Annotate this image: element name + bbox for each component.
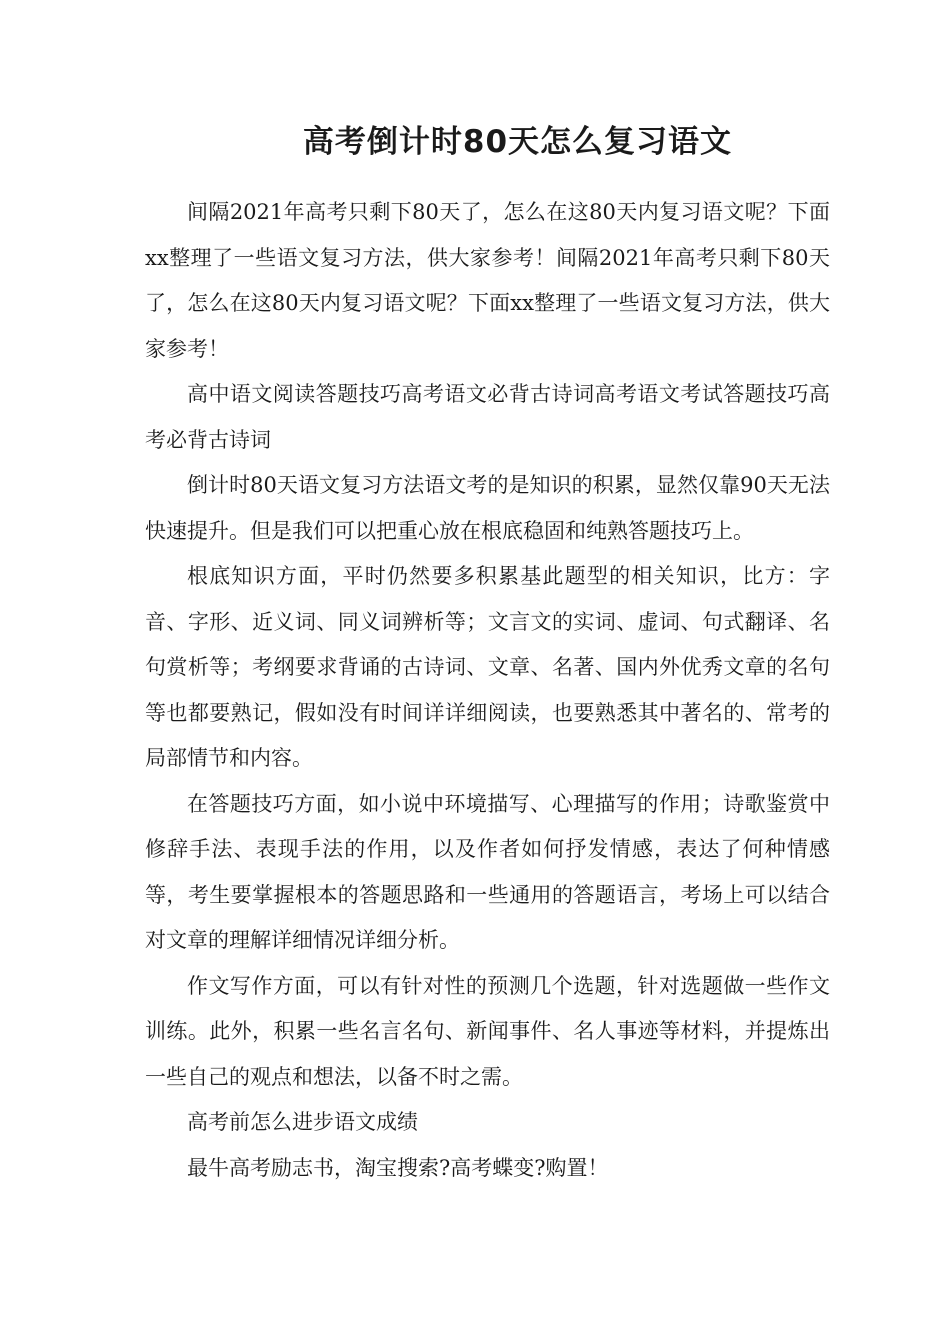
paragraph-intro: 间隔2021年高考只剩下80天了，怎么在这80天内复习语文呢？下面xx整理了一些语文复习方法，供大家参考！间隔2021年高考只剩下80天了，怎么在这80天内复习语文呢？下面xx整理了一些语文复习方法，供大家参考！: [145, 200, 830, 361]
document-title: 高考倒计时80天怎么复习语文: [302, 124, 733, 160]
paragraph-promo: 最牛高考励志书，淘宝搜索?高考蝶变?购置！: [187, 1155, 609, 1180]
paragraph-method: 倒计时80天语文复习方法语文考的是知识的积累，显然仅靠90天无法快速提升。但是我们可以把重心放在根底稳固和纯熟答题技巧上。: [145, 473, 830, 543]
paragraph-writing: 作文写作方面，可以有针对性的预测几个选题，针对选题做一些作文训练。此外，积累一些名言名句、新闻事件、名人事迹等材料，并提炼出一些自己的观点和想法，以备不时之需。: [145, 973, 830, 1089]
paragraph-related-links: 高中语文阅读答题技巧高考语文必背古诗词高考语文考试答题技巧高考必背古诗词: [145, 382, 830, 452]
paragraph-basics: 根底知识方面，平时仍然要多积累基此题型的相关知识，比方：字音、字形、近义词、同义词辨析等；文言文的实词、虚词、句式翻译、名句赏析等；考纲要求背诵的古诗词、文章、名著、国内外优秀文章的名句等也都要熟记，假如没有时间详详细阅读，也要熟悉其中著名的、常考的局部情节和内容。: [145, 564, 830, 770]
paragraph-techniques: 在答题技巧方面，如小说中环境描写、心理描写的作用；诗歌鉴赏中修辞手法、表现手法的作用，以及作者如何抒发情感，表达了何种情感等，考生要掌握根本的答题思路和一些通用的答题语言，考场上可以结合对文章的理解详细情况详细分析。: [145, 791, 830, 952]
paragraph-subheading: 高考前怎么进步语文成绩: [187, 1110, 418, 1134]
